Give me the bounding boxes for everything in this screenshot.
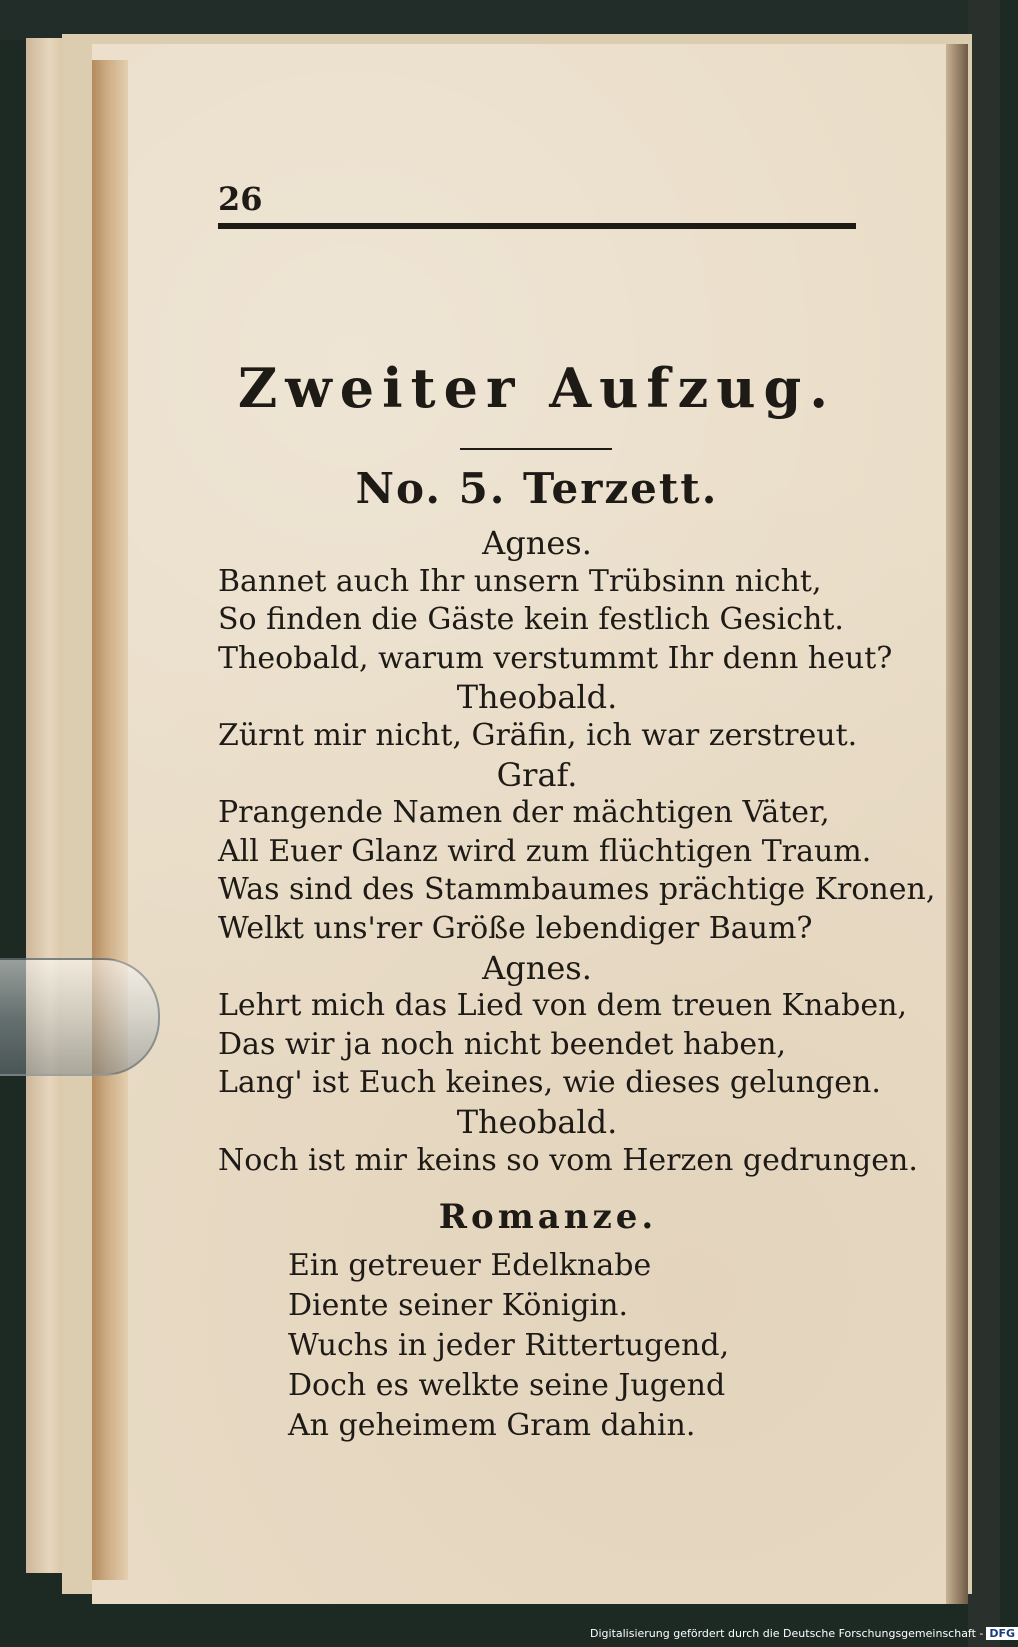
number-title: No. 5. Terzett.	[355, 464, 719, 513]
verse-line: Lehrt mich das Lied von dem treuen Knaben,	[218, 988, 907, 1024]
speaker-name: Agnes.	[482, 524, 592, 562]
title-divider	[460, 448, 612, 450]
libretto-lines	[218, 524, 936, 1180]
digitization-credit	[590, 1627, 1016, 1645]
romanze-line: Ein getreuer Edelknabe	[288, 1248, 652, 1283]
speaker-name: Agnes.	[482, 948, 592, 987]
romanze-line: Wuchs in jeder Rittertugend,	[288, 1328, 730, 1363]
romanze-title: Romanze.	[438, 1197, 658, 1237]
verse-line: Das wir ja noch nicht beendet haben,	[218, 1026, 787, 1062]
speaker-name: Theobald.	[456, 678, 618, 717]
romanze-line: Diente seiner Königin.	[288, 1288, 629, 1323]
verse-line: Noch ist mir keins so vom Herzen gedrungen.	[218, 1142, 918, 1178]
romanze-line: An geheimem Gram dahin.	[288, 1408, 696, 1443]
verse-line: Was sind des Stammbaumes prächtige Kronen,	[218, 872, 936, 908]
act-title: Zweiter Aufzug.	[237, 356, 837, 420]
romanze-line: Doch es welkte seine Jugend	[288, 1368, 726, 1403]
verse-line: All Euer Glanz wird zum flüchtigen Traum.	[218, 833, 872, 869]
verse-line: Welkt uns'rer Größe lebendiger Baum?	[218, 910, 813, 946]
verse-line: Lang' ist Euch keines, wie dieses gelungen.	[218, 1065, 881, 1101]
verse-line: Theobald, warum verstummt Ihr denn heut?	[218, 640, 893, 676]
speaker-name: Graf.	[496, 755, 578, 794]
verse-line: Bannet auch Ihr unsern Trübsinn nicht,	[218, 563, 822, 599]
romanze-verses	[288, 1246, 729, 1446]
page-number: 26	[218, 180, 263, 218]
verse-line: Zürnt mir nicht, Gräfin, ich war zerstreut.	[218, 717, 858, 753]
page-stack-edge	[26, 38, 66, 1573]
speaker-name: Theobald.	[456, 1102, 618, 1141]
verse-line: So finden die Gäste kein festlich Gesicht.	[218, 602, 844, 638]
page-right-shadow	[946, 44, 968, 1604]
header-rule	[218, 223, 856, 229]
scan-backdrop-right	[968, 0, 1000, 1647]
credit-text: Digitalisierung gefördert durch die Deutsche Forschungsgemeinschaft -	[590, 1627, 984, 1640]
dfg-logo: DFG	[986, 1627, 1018, 1640]
verse-line: Prangende Namen der mächtigen Väter,	[218, 795, 830, 831]
scanner-clip	[0, 958, 160, 1076]
page-binding	[92, 60, 128, 1580]
